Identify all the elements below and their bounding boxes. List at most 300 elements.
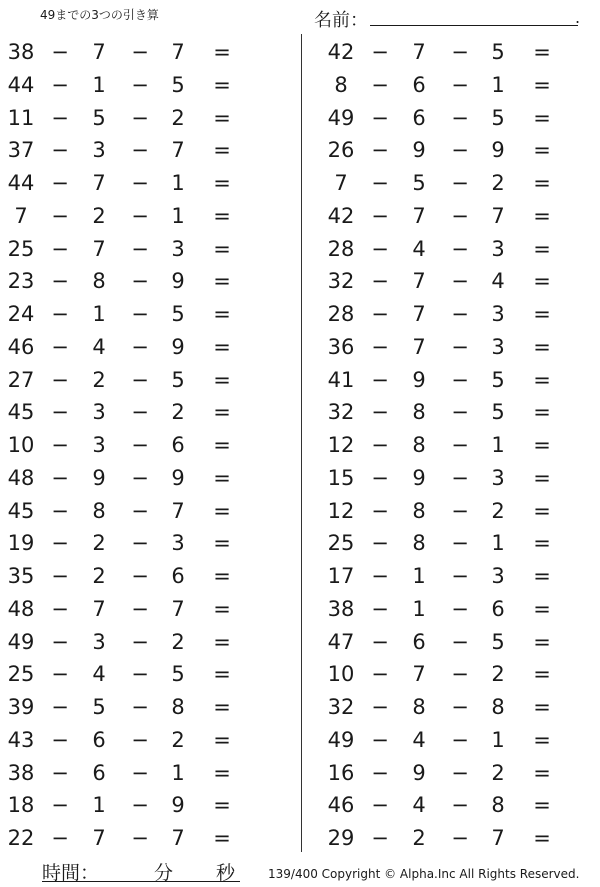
minus-sign: − — [51, 40, 69, 64]
minus-sign: − — [51, 72, 69, 97]
minus-sign: − — [451, 629, 469, 654]
first-number: 45 — [7, 400, 35, 425]
second-number: 8 — [92, 498, 106, 523]
first-number: 28 — [327, 302, 355, 326]
second-number: 7 — [412, 269, 426, 294]
equals-sign: = — [213, 400, 231, 425]
minus-sign: − — [371, 367, 389, 392]
equals-sign: = — [213, 629, 231, 654]
minus-sign: − — [51, 498, 69, 523]
first-number: 42 — [327, 203, 355, 228]
equals-sign: = — [213, 236, 231, 261]
name-dot: . — [575, 8, 581, 27]
first-number: 43 — [7, 727, 35, 752]
minus-sign: − — [131, 138, 149, 163]
second-number: 6 — [412, 629, 426, 654]
minus-sign: − — [371, 269, 389, 294]
third-number: 1 — [491, 531, 505, 556]
third-number: 8 — [171, 695, 185, 719]
equals-sign: = — [213, 793, 231, 818]
second-number: 9 — [412, 367, 426, 392]
first-number: 32 — [327, 400, 355, 425]
minus-sign: − — [131, 465, 149, 490]
minus-sign: − — [371, 826, 389, 850]
equals-sign: = — [213, 105, 231, 130]
second-number: 4 — [92, 334, 106, 359]
third-number: 1 — [491, 433, 505, 457]
second-number: 6 — [92, 727, 106, 752]
first-number: 17 — [327, 564, 355, 588]
equals-sign: = — [533, 400, 551, 425]
minus-sign: − — [51, 727, 69, 752]
second-number: 2 — [92, 367, 106, 392]
equals-sign: = — [533, 105, 551, 130]
minus-sign: − — [51, 596, 69, 621]
minus-sign: − — [131, 171, 149, 195]
first-number: 10 — [327, 662, 355, 687]
seconds-label: 秒 — [216, 862, 236, 884]
first-number: 10 — [7, 433, 35, 457]
minus-sign: − — [51, 334, 69, 359]
equals-sign: = — [533, 269, 551, 294]
third-number: 9 — [491, 138, 505, 163]
third-number: 3 — [491, 564, 505, 588]
minus-sign: − — [371, 400, 389, 425]
equals-sign: = — [213, 760, 231, 785]
minus-sign: − — [131, 334, 149, 359]
minus-sign: − — [451, 826, 469, 850]
second-number: 2 — [92, 531, 106, 556]
second-number: 9 — [412, 465, 426, 490]
minus-sign: − — [451, 564, 469, 588]
first-number: 12 — [327, 498, 355, 523]
third-number: 1 — [171, 760, 185, 785]
first-number: 38 — [7, 760, 35, 785]
minus-sign: − — [51, 367, 69, 392]
equals-sign: = — [533, 72, 551, 97]
second-number: 1 — [92, 793, 106, 818]
third-number: 2 — [171, 105, 185, 130]
equals-sign: = — [533, 171, 551, 195]
third-number: 2 — [491, 662, 505, 687]
second-number: 8 — [92, 269, 106, 294]
equals-sign: = — [533, 334, 551, 359]
second-number: 9 — [412, 138, 426, 163]
first-number: 42 — [327, 40, 355, 64]
second-number: 7 — [92, 171, 106, 195]
equals-sign: = — [213, 138, 231, 163]
third-number: 5 — [491, 629, 505, 654]
minus-sign: − — [51, 695, 69, 719]
equals-sign: = — [533, 760, 551, 785]
worksheet-title: 49までの3つの引き算 — [40, 8, 159, 22]
first-number: 38 — [327, 596, 355, 621]
third-number: 2 — [171, 727, 185, 752]
equals-sign: = — [533, 203, 551, 228]
third-number: 1 — [171, 171, 185, 195]
second-number: 3 — [92, 400, 106, 425]
minus-sign: − — [51, 269, 69, 294]
second-number: 2 — [412, 826, 426, 850]
third-number: 5 — [491, 105, 505, 130]
first-number: 24 — [7, 302, 35, 326]
minus-sign: − — [131, 40, 149, 64]
equals-sign: = — [533, 498, 551, 523]
minus-sign: − — [371, 334, 389, 359]
first-number: 19 — [7, 531, 35, 556]
minus-sign: − — [371, 531, 389, 556]
equals-sign: = — [533, 433, 551, 457]
minus-sign: − — [131, 596, 149, 621]
minus-sign: − — [131, 793, 149, 818]
third-number: 5 — [491, 367, 505, 392]
equals-sign: = — [213, 40, 231, 64]
third-number: 5 — [491, 40, 505, 64]
minus-sign: − — [131, 269, 149, 294]
minus-sign: − — [51, 531, 69, 556]
third-number: 1 — [171, 203, 185, 228]
minus-sign: − — [51, 236, 69, 261]
equals-sign: = — [213, 203, 231, 228]
first-number: 25 — [327, 531, 355, 556]
minus-sign: − — [451, 465, 469, 490]
minus-sign: − — [451, 400, 469, 425]
third-number: 7 — [491, 203, 505, 228]
equals-sign: = — [213, 531, 231, 556]
third-number: 7 — [171, 498, 185, 523]
minus-sign: − — [371, 236, 389, 261]
equals-sign: = — [213, 302, 231, 326]
time-underline — [42, 881, 240, 882]
second-number: 2 — [92, 564, 106, 588]
minus-sign: − — [451, 727, 469, 752]
second-number: 4 — [412, 793, 426, 818]
equals-sign: = — [213, 826, 231, 850]
equals-sign: = — [533, 695, 551, 719]
minus-sign: − — [371, 662, 389, 687]
first-number: 7 — [14, 203, 28, 228]
minus-sign: − — [131, 203, 149, 228]
first-number: 39 — [7, 695, 35, 719]
minus-sign: − — [451, 269, 469, 294]
third-number: 3 — [171, 531, 185, 556]
first-number: 44 — [7, 72, 35, 97]
equals-sign: = — [533, 367, 551, 392]
second-number: 5 — [412, 171, 426, 195]
equals-sign: = — [533, 138, 551, 163]
minus-sign: − — [51, 302, 69, 326]
second-number: 5 — [92, 695, 106, 719]
second-number: 7 — [92, 236, 106, 261]
second-number: 1 — [92, 72, 106, 97]
minus-sign: − — [51, 203, 69, 228]
minus-sign: − — [51, 465, 69, 490]
minus-sign: − — [371, 629, 389, 654]
second-number: 1 — [412, 564, 426, 588]
third-number: 7 — [171, 596, 185, 621]
minus-sign: − — [131, 695, 149, 719]
third-number: 5 — [171, 662, 185, 687]
first-number: 8 — [334, 72, 348, 97]
minus-sign: − — [131, 531, 149, 556]
second-number: 9 — [412, 760, 426, 785]
minus-sign: − — [371, 760, 389, 785]
minus-sign: − — [131, 727, 149, 752]
third-number: 5 — [171, 367, 185, 392]
equals-sign: = — [213, 334, 231, 359]
minus-sign: − — [371, 564, 389, 588]
equals-sign: = — [213, 695, 231, 719]
first-number: 16 — [327, 760, 355, 785]
third-number: 6 — [491, 596, 505, 621]
minus-sign: − — [451, 662, 469, 687]
second-number: 4 — [412, 236, 426, 261]
minus-sign: − — [51, 793, 69, 818]
second-number: 1 — [92, 302, 106, 326]
minus-sign: − — [131, 826, 149, 850]
equals-sign: = — [213, 564, 231, 588]
second-number: 6 — [92, 760, 106, 785]
minus-sign: − — [451, 236, 469, 261]
minus-sign: − — [51, 433, 69, 457]
equals-sign: = — [533, 465, 551, 490]
third-number: 6 — [171, 564, 185, 588]
second-number: 9 — [92, 465, 106, 490]
minus-sign: − — [451, 793, 469, 818]
third-number: 2 — [171, 629, 185, 654]
minus-sign: − — [451, 334, 469, 359]
minus-sign: − — [371, 105, 389, 130]
first-number: 22 — [7, 826, 35, 850]
second-number: 8 — [412, 531, 426, 556]
minus-sign: − — [371, 793, 389, 818]
minutes-label: 分 — [154, 862, 174, 884]
time-label: 時間： — [42, 862, 100, 884]
third-number: 3 — [491, 465, 505, 490]
minus-sign: − — [451, 760, 469, 785]
third-number: 6 — [171, 433, 185, 457]
first-number: 48 — [7, 465, 35, 490]
first-number: 44 — [7, 171, 35, 195]
second-number: 3 — [92, 138, 106, 163]
second-number: 3 — [92, 433, 106, 457]
equals-sign: = — [533, 629, 551, 654]
second-number: 7 — [412, 302, 426, 326]
first-number: 36 — [327, 334, 355, 359]
first-number: 25 — [7, 236, 35, 261]
minus-sign: − — [51, 138, 69, 163]
minus-sign: − — [371, 203, 389, 228]
equals-sign: = — [533, 302, 551, 326]
first-number: 35 — [7, 564, 35, 588]
minus-sign: − — [451, 302, 469, 326]
first-number: 41 — [327, 367, 355, 392]
minus-sign: − — [451, 531, 469, 556]
third-number: 3 — [491, 334, 505, 359]
minus-sign: − — [451, 695, 469, 719]
third-number: 5 — [171, 72, 185, 97]
first-number: 32 — [327, 695, 355, 719]
second-number: 3 — [92, 629, 106, 654]
minus-sign: − — [131, 662, 149, 687]
first-number: 49 — [327, 105, 355, 130]
second-number: 8 — [412, 433, 426, 457]
third-number: 5 — [171, 302, 185, 326]
minus-sign: − — [451, 498, 469, 523]
second-number: 5 — [92, 105, 106, 130]
equals-sign: = — [213, 367, 231, 392]
second-number: 7 — [412, 40, 426, 64]
third-number: 2 — [491, 498, 505, 523]
first-number: 15 — [327, 465, 355, 490]
minus-sign: − — [51, 105, 69, 130]
equals-sign: = — [213, 72, 231, 97]
equals-sign: = — [213, 498, 231, 523]
minus-sign: − — [51, 826, 69, 850]
first-number: 26 — [327, 138, 355, 163]
first-number: 12 — [327, 433, 355, 457]
third-number: 9 — [171, 465, 185, 490]
third-number: 9 — [171, 269, 185, 294]
minus-sign: − — [131, 236, 149, 261]
minus-sign: − — [371, 596, 389, 621]
third-number: 7 — [171, 826, 185, 850]
third-number: 9 — [171, 334, 185, 359]
first-number: 23 — [7, 269, 35, 294]
second-number: 8 — [412, 400, 426, 425]
equals-sign: = — [213, 433, 231, 457]
equals-sign: = — [533, 236, 551, 261]
second-number: 2 — [92, 203, 106, 228]
first-number: 46 — [327, 793, 355, 818]
third-number: 7 — [491, 826, 505, 850]
first-number: 28 — [327, 236, 355, 261]
minus-sign: − — [451, 367, 469, 392]
equals-sign: = — [533, 596, 551, 621]
second-number: 7 — [412, 662, 426, 687]
minus-sign: − — [131, 760, 149, 785]
minus-sign: − — [371, 498, 389, 523]
second-number: 6 — [412, 72, 426, 97]
second-number: 7 — [92, 40, 106, 64]
minus-sign: − — [51, 564, 69, 588]
third-number: 2 — [491, 171, 505, 195]
minus-sign: − — [131, 498, 149, 523]
equals-sign: = — [533, 727, 551, 752]
second-number: 8 — [412, 498, 426, 523]
first-number: 37 — [7, 138, 35, 163]
second-number: 1 — [412, 596, 426, 621]
second-number: 7 — [412, 334, 426, 359]
name-underline[interactable] — [370, 25, 578, 26]
minus-sign: − — [371, 171, 389, 195]
equals-sign: = — [533, 826, 551, 850]
minus-sign: − — [131, 400, 149, 425]
minus-sign: − — [131, 564, 149, 588]
minus-sign: − — [451, 138, 469, 163]
first-number: 18 — [7, 793, 35, 818]
name-label: 名前： — [314, 10, 368, 31]
second-number: 7 — [92, 596, 106, 621]
second-number: 7 — [92, 826, 106, 850]
third-number: 7 — [171, 138, 185, 163]
equals-sign: = — [533, 40, 551, 64]
first-number: 49 — [7, 629, 35, 654]
third-number: 9 — [171, 793, 185, 818]
second-number: 6 — [412, 105, 426, 130]
equals-sign: = — [213, 727, 231, 752]
second-number: 4 — [92, 662, 106, 687]
first-number: 7 — [334, 171, 348, 195]
third-number: 3 — [171, 236, 185, 261]
minus-sign: − — [371, 727, 389, 752]
first-number: 38 — [7, 40, 35, 64]
minus-sign: − — [51, 400, 69, 425]
minus-sign: − — [131, 367, 149, 392]
minus-sign: − — [371, 302, 389, 326]
minus-sign: − — [371, 72, 389, 97]
minus-sign: − — [451, 72, 469, 97]
minus-sign: − — [451, 171, 469, 195]
minus-sign: − — [371, 465, 389, 490]
minus-sign: − — [131, 629, 149, 654]
column-divider — [301, 34, 302, 852]
first-number: 29 — [327, 826, 355, 850]
first-number: 45 — [7, 498, 35, 523]
third-number: 4 — [491, 269, 505, 294]
minus-sign: − — [451, 596, 469, 621]
minus-sign: − — [451, 433, 469, 457]
third-number: 8 — [491, 695, 505, 719]
equals-sign: = — [533, 531, 551, 556]
minus-sign: − — [131, 302, 149, 326]
first-number: 32 — [327, 269, 355, 294]
third-number: 5 — [491, 400, 505, 425]
minus-sign: − — [51, 171, 69, 195]
equals-sign: = — [213, 465, 231, 490]
second-number: 8 — [412, 695, 426, 719]
copyright-footer: 139/400 Copyright © Alpha.Inc All Rights Reserved. — [268, 867, 580, 881]
minus-sign: − — [371, 433, 389, 457]
minus-sign: − — [451, 105, 469, 130]
first-number: 11 — [7, 105, 35, 130]
first-number: 46 — [7, 334, 35, 359]
minus-sign: − — [371, 40, 389, 64]
third-number: 2 — [491, 760, 505, 785]
minus-sign: − — [131, 72, 149, 97]
equals-sign: = — [533, 564, 551, 588]
first-number: 47 — [327, 629, 355, 654]
equals-sign: = — [213, 662, 231, 687]
minus-sign: − — [371, 695, 389, 719]
third-number: 7 — [171, 40, 185, 64]
minus-sign: − — [131, 105, 149, 130]
minus-sign: − — [51, 629, 69, 654]
equals-sign: = — [213, 596, 231, 621]
third-number: 1 — [491, 72, 505, 97]
equals-sign: = — [533, 793, 551, 818]
equals-sign: = — [213, 269, 231, 294]
third-number: 1 — [491, 727, 505, 752]
equals-sign: = — [533, 662, 551, 687]
second-number: 4 — [412, 727, 426, 752]
equals-sign: = — [213, 171, 231, 195]
minus-sign: − — [371, 138, 389, 163]
first-number: 25 — [7, 662, 35, 687]
first-number: 27 — [7, 367, 35, 392]
third-number: 3 — [491, 302, 505, 326]
third-number: 3 — [491, 236, 505, 261]
